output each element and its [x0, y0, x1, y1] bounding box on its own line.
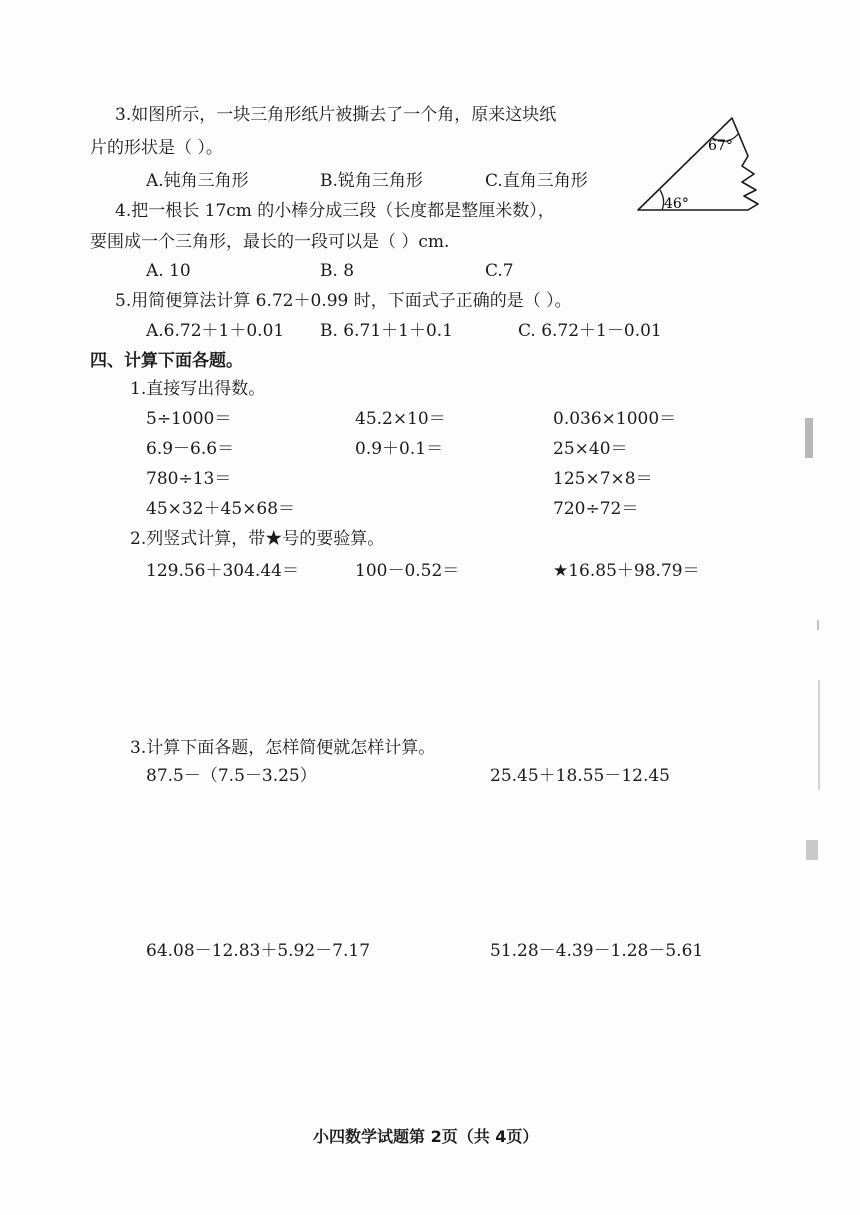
page-footer: 小四数学试题第 2页（共 4页） [313, 1127, 539, 1146]
calc-item: 6.9－6.6＝ [146, 439, 235, 459]
q4-option-b: B. 8 [320, 261, 355, 281]
calc-item: 45.2×10＝ [355, 409, 446, 429]
q4-option-c: C.7 [485, 261, 514, 281]
simplify-calc-item: 25.45＋18.55－12.45 [490, 766, 671, 786]
part2-title: 2.列竖式计算，带★号的要验算。 [130, 529, 385, 549]
triangle-outline [638, 118, 758, 210]
simplify-calc-item: 51.28－4.39－1.28－5.61 [490, 941, 704, 961]
simplify-calc-item: 87.5－（7.5－3.25） [146, 766, 317, 786]
q5-line1: 5.用简便算法计算 6.72＋0.99 时，下面式子正确的是（ ）。 [115, 291, 572, 311]
q4-line1: 4.把一根长 17cm 的小棒分成三段（长度都是整厘米数）， [115, 201, 555, 221]
calc-item: 0.036×1000＝ [553, 409, 677, 429]
q3-option-a: A.钝角三角形 [146, 171, 249, 191]
q3-option-b: B.锐角三角形 [320, 171, 423, 191]
part3-title: 3.计算下面各题，怎样简便就怎样计算。 [130, 738, 436, 758]
vertical-calc-item: 129.56＋304.44＝ [146, 561, 299, 581]
calc-item: 45×32＋45×68＝ [146, 499, 296, 519]
part1-title: 1.直接写出得数。 [130, 379, 266, 399]
q3-line1: 3.如图所示，一块三角形纸片被撕去了一个角，原来这块纸 [115, 105, 557, 125]
calc-item: 780÷13＝ [146, 469, 232, 489]
q5-option-c: C. 6.72＋1－0.01 [518, 321, 662, 341]
calc-item: 720÷72＝ [553, 499, 639, 519]
calc-item: 125×7×8＝ [553, 469, 653, 489]
q3-line2: 片的形状是（ ）。 [90, 138, 223, 158]
torn-triangle-figure [630, 108, 770, 218]
angle-label-left: 46° [664, 196, 689, 212]
scan-artifact [818, 680, 820, 790]
angle-label-top: 67° [708, 138, 733, 154]
simplify-calc-item: 64.08－12.83＋5.92－7.17 [146, 941, 371, 961]
scan-artifact [806, 840, 818, 860]
q4-line2: 要围成一个三角形，最长的一段可以是（ ）cm. [90, 232, 450, 252]
calc-item: 25×40＝ [553, 439, 628, 459]
q4-option-a: A. 10 [146, 261, 191, 281]
calc-item: 0.9＋0.1＝ [355, 439, 444, 459]
calc-item: 5÷1000＝ [146, 409, 232, 429]
q5-option-b: B. 6.71＋1＋0.1 [320, 321, 454, 341]
q5-option-a: A.6.72＋1＋0.01 [146, 321, 285, 341]
vertical-calc-item: 100－0.52＝ [355, 561, 460, 581]
scan-artifact [817, 620, 819, 630]
q3-option-c: C.直角三角形 [485, 171, 588, 191]
scan-artifact [805, 418, 813, 458]
section4-title: 四、计算下面各题。 [90, 351, 243, 371]
vertical-calc-item-starred: ★16.85＋98.79＝ [553, 561, 700, 581]
